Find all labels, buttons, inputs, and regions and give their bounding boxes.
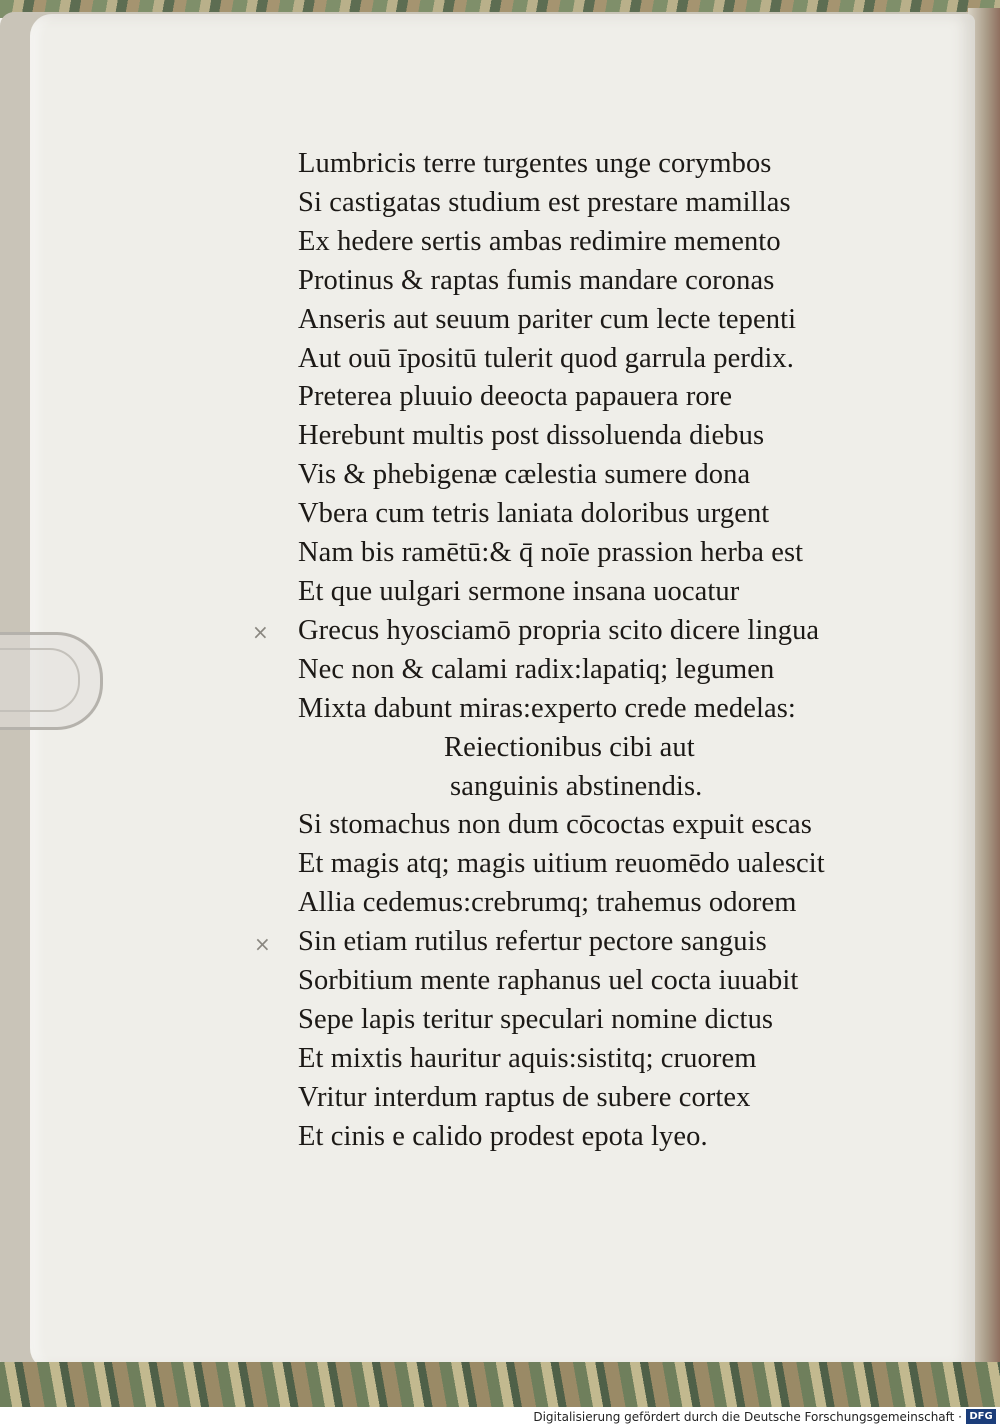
verse-text-block bbox=[298, 145, 918, 1157]
pencil-x-mark-icon: × bbox=[252, 620, 269, 644]
verse-line: Nec non & calami radix:lapatiq; legumen bbox=[298, 653, 775, 685]
dfg-logo: DFG bbox=[966, 1409, 996, 1424]
verse-line: Aut ouū īpositū tulerit quod garrula perdix. bbox=[298, 342, 794, 374]
verse-line: Si stomachus non dum cōcoctas expuit escas bbox=[298, 809, 812, 841]
verse-line: Si castigatas studium est prestare mamillas bbox=[298, 186, 791, 218]
section-heading-line-1: Reiectionibus cibi aut bbox=[444, 731, 695, 763]
verse-line: Et mixtis hauritur aquis:sistitq; cruorem bbox=[298, 1042, 757, 1074]
pencil-x-mark-icon: × bbox=[254, 932, 271, 956]
verse-line: Et cinis e calido prodest epota lyeo. bbox=[298, 1120, 708, 1152]
verse-line: Vritur interdum raptus de subere cortex bbox=[298, 1081, 751, 1113]
section-heading-line-2: sanguinis abstinendis. bbox=[450, 770, 703, 802]
verse-line: Preterea pluuio deeocta papauera rore bbox=[298, 381, 733, 413]
verse-line: Allia cedemus:crebrumq; trahemus odorem bbox=[298, 887, 797, 919]
verse-line: Vbera cum tetris laniata doloribus urgent bbox=[298, 498, 770, 530]
marbled-endpaper-bottom bbox=[0, 1362, 1000, 1407]
verse-line: Nam bis ramētū:& q̄ noīe prassion herba est bbox=[298, 537, 804, 569]
verse-line: Sin etiam rutilus refertur pectore sanguis bbox=[298, 926, 767, 958]
verse-line: Vis & phebigenæ cælestia sumere dona bbox=[298, 459, 751, 491]
verse-line: Sepe lapis teritur speculari nomine dictus bbox=[298, 1003, 774, 1035]
verse-line: Ex hedere sertis ambas redimire memento bbox=[298, 225, 781, 257]
verse-line: Lumbricis terre turgentes unge corymbos bbox=[298, 148, 772, 179]
verse-line: Anseris aut seuum pariter cum lecte tepenti bbox=[298, 303, 797, 335]
verse-line: Et magis atq; magis uitium reuomēdo ualescit bbox=[298, 848, 825, 880]
verse-line: Protinus & raptas fumis mandare coronas bbox=[298, 264, 775, 296]
verse-line: Mixta dabunt miras:experto crede medelas: bbox=[298, 692, 796, 724]
footer-credit-text: Digitalisierung gefördert durch die Deutsche Forschungsgemeinschaft · bbox=[533, 1410, 962, 1424]
verse-line: Et que uulgari sermone insana uocatur bbox=[298, 575, 740, 607]
verse-line: Grecus hyosciamō propria scito dicere lingua bbox=[298, 614, 820, 646]
verse-line: Herebunt multis post dissoluenda diebus bbox=[298, 420, 765, 452]
verse-line: Sorbitium mente raphanus uel cocta iuuabit bbox=[298, 965, 799, 997]
paper-clip-inner-loop bbox=[0, 648, 80, 712]
